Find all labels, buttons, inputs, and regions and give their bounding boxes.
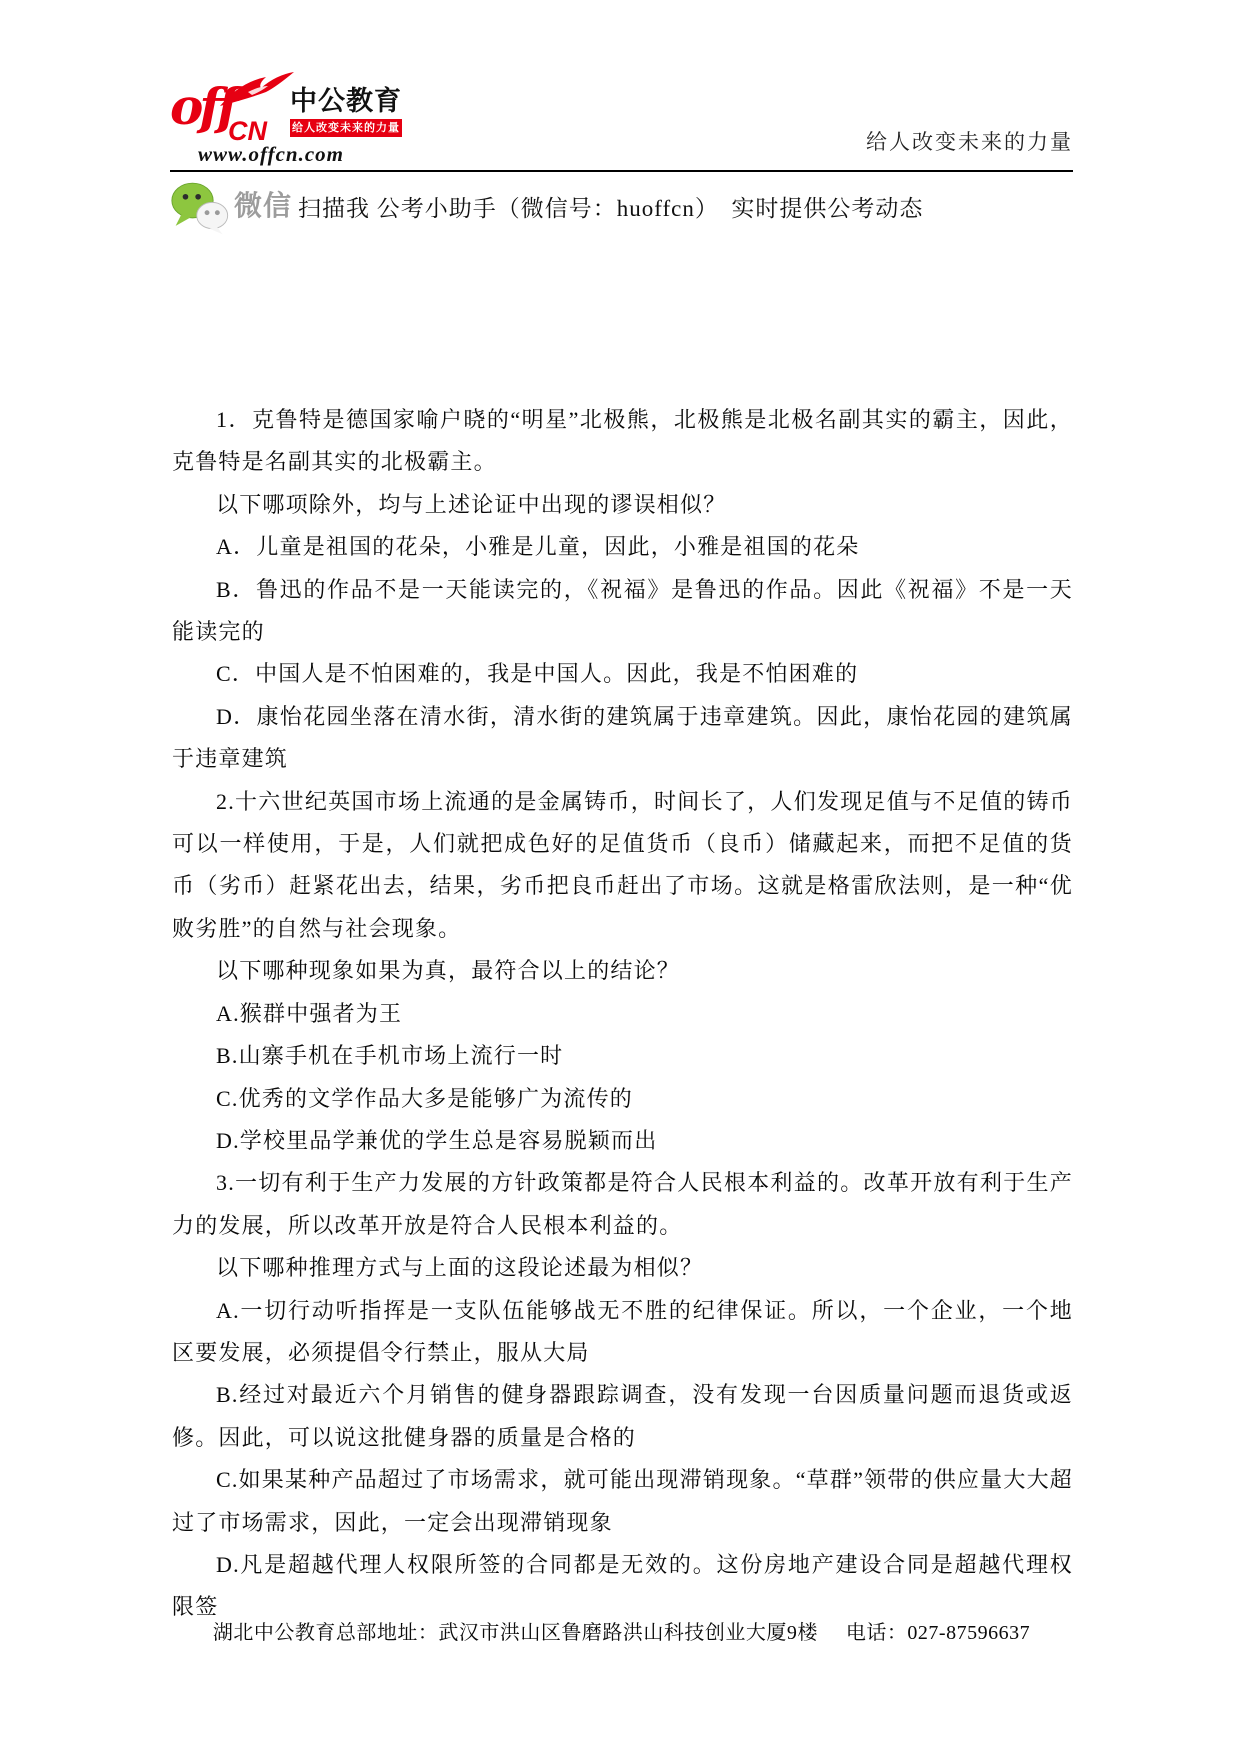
- wechat-label: 微信: [234, 190, 293, 221]
- q3-option-d: D.凡是超越代理人权限所签的合同都是无效的。这份房地产建设合同是超越代理权限签: [172, 1551, 1073, 1620]
- brand-name: 中公教育: [290, 86, 402, 116]
- q3-option-b: B.经过对最近六个月销售的健身器跟踪调查，没有发现一台因质量问题而退货或返修。因此，可以说这批健身器的质量是合格的: [172, 1382, 1073, 1450]
- wechat-bar: [170, 178, 1073, 240]
- q1-option-a: A．儿童是祖国的花朵，小雅是儿童，因此，小雅是祖国的花朵: [216, 534, 860, 560]
- q3-option-c: C.如果某种产品超过了市场需求，就可能出现滞销现象。“草群”领带的供应量大大超过了市场需求，因此，一定会出现滞销现象: [172, 1467, 1073, 1535]
- q1-stem: 1．克鲁特是德国家喻户晓的“明星”北极熊，北极熊是北极名副其实的霸主，因此，克鲁特是名副其实的北极霸主。: [172, 407, 1073, 475]
- offcn-logo-mark: [170, 78, 290, 148]
- q3-stem: 3.一切有利于生产力发展的方针政策都是符合人民根本利益的。改革开放有利于生产力的发展，所以改革开放是符合人民根本利益的。: [172, 1170, 1073, 1238]
- q2-option-b: B.山寨手机在手机市场上流行一时: [216, 1043, 564, 1069]
- brand-letters-cn: CN: [228, 116, 267, 146]
- q1-option-c: C．中国人是不怕困难的，我是中国人。因此，我是不怕困难的: [216, 661, 859, 687]
- footer-address: 湖北中公教育总部地址：武汉市洪山区鲁磨路洪山科技创业大厦9楼: [212, 1622, 818, 1644]
- q2-stem: 2.十六世纪英国市场上流通的是金属铸币，时间长了，人们发现足值与不足值的铸币可以一样使用，于是，人们就把成色好的足值货币（良币）储藏起来，而把不足值的货币（劣币）赶紧花出去，结果，劣币把良币赶出了市场。这就是格雷欣法则，是一种“优败劣胜”的自然与社会现象。: [172, 788, 1073, 941]
- q3-question: 以下哪种推理方式与上面的这段论述最为相似？: [216, 1255, 704, 1281]
- logo-text: [290, 86, 408, 137]
- q2-question: 以下哪种现象如果为真，最符合以上的结论？: [216, 958, 681, 984]
- q2-option-a: A.猴群中强者为王: [216, 1000, 403, 1026]
- wechat-promo-text: 扫描我 公考小助手（微信号：huoffcn） 实时提供公考动态: [298, 196, 924, 221]
- logo-website: www.offcn.com: [198, 142, 345, 166]
- brand-script-off: off: [170, 77, 235, 136]
- offcn-logo: [170, 76, 430, 171]
- q1-option-b: B．鲁迅的作品不是一天能读完的，《祝福》是鲁迅的作品。因此《祝福》不是一天能读完的: [172, 576, 1073, 645]
- header-divider: [170, 170, 1073, 172]
- q2-option-d: D.学校里品学兼优的学生总是容易脱颖而出: [216, 1127, 658, 1153]
- q2-option-c: C.优秀的文学作品大多是能够广为流传的: [216, 1085, 633, 1111]
- footer-phone: 电话：027-87596637: [845, 1622, 1031, 1644]
- q3-option-a: A.一切行动听指挥是一支队伍能够战无不胜的纪律保证。所以，一个企业，一个地区要发展，必须提倡令行禁止，服从大局: [172, 1297, 1073, 1365]
- q1-question: 以下哪项除外，均与上述论证中出现的谬误相似？: [216, 491, 727, 517]
- q1-option-d: D．康怡花园坐落在清水街，清水街的建筑属于违章建筑。因此，康怡花园的建筑属于违章建筑: [172, 703, 1073, 772]
- logo-slogan-banner: 给人改变未来的力量: [290, 119, 402, 137]
- document-body: [172, 399, 1073, 1629]
- wechat-icon: [170, 180, 230, 236]
- page-footer: [170, 1616, 1073, 1645]
- header-tagline: 给人改变未来的力量: [866, 130, 1073, 154]
